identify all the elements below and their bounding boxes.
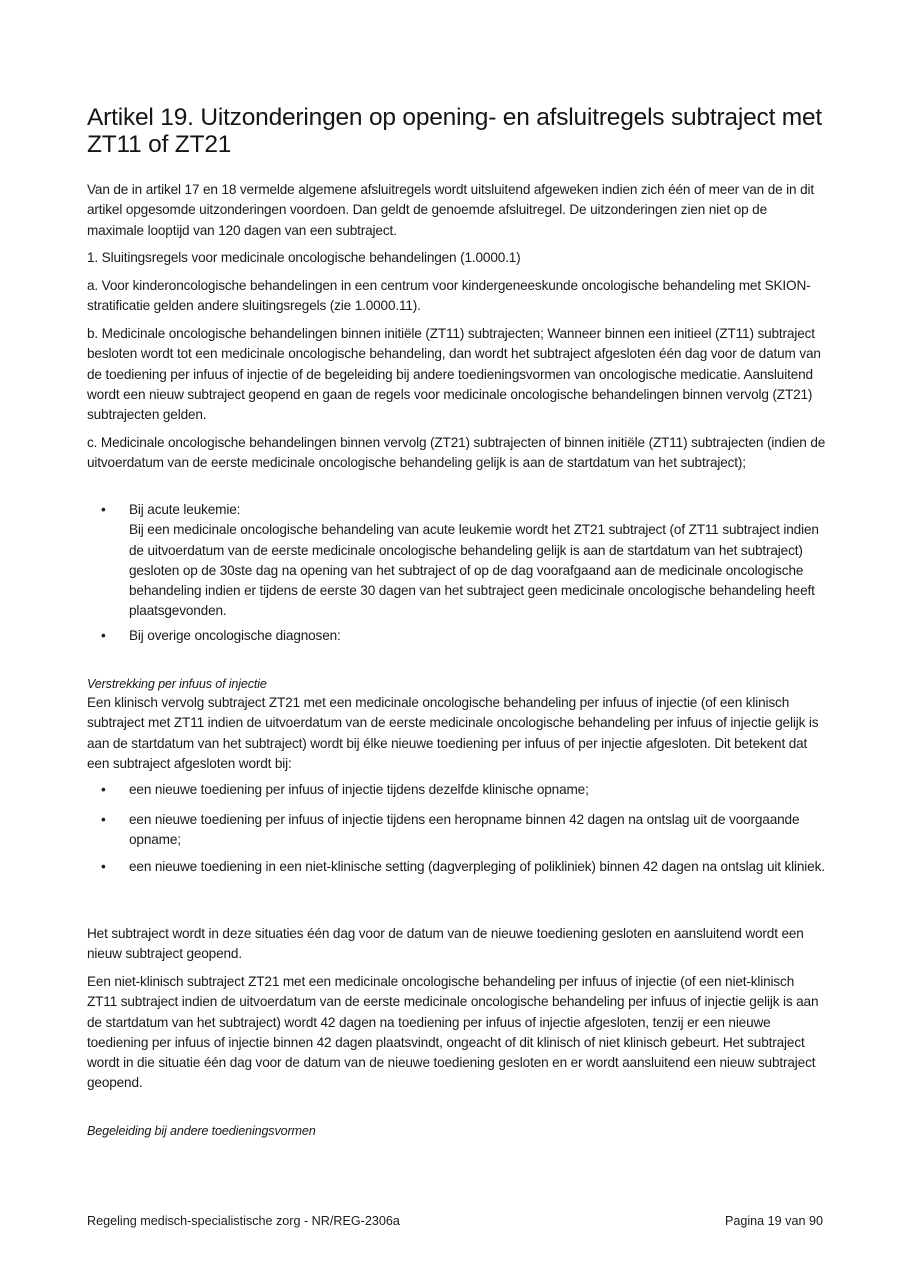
item-a-paragraph: a. Voor kinderoncologische behandelingen in een centrum voor kindergeneeskunde oncologische behandeling met SKION-stratificatie gelden andere sluitingsregels (zie 1.0000.11). [87, 278, 811, 314]
bullet-title: Bij overige oncologische diagnosen: [129, 628, 341, 643]
footer-document-title: Regeling medisch-specialistische zorg - NR/REG-2306a [87, 1214, 400, 1228]
subheading-begeleiding: Begeleiding bij andere toedieningsvormen [87, 1124, 316, 1138]
bullet-icon: • [101, 628, 106, 643]
article-heading: Artikel 19. Uitzonderingen op opening- en afsluitregels subtraject met ZT11 of ZT21 [87, 104, 823, 158]
closing-paragraph-1: Het subtraject wordt in deze situaties één dag voor de datum van de nieuwe toediening gesloten en aansluitend wordt een nieuw subtraject geopend. [87, 926, 804, 962]
section-1-heading: 1. Sluitingsregels voor medicinale oncologische behandelingen (1.0000.1) [87, 250, 521, 265]
item-c-paragraph: c. Medicinale oncologische behandelingen binnen vervolg (ZT21) subtrajecten of binnen initiële (ZT11) subtrajecten (indien de uitvoerdatum van de eerste medicinale oncologische behandeling gelijk is aan de startdatum van het subtraject); [87, 435, 826, 471]
bullet-text: Bij een medicinale oncologische behandeling van acute leukemie wordt het ZT21 subtraject (of ZT11 subtraject indien de uitvoerdatum van de eerste medicinale oncologische behandeling gelijk is aan de startdatum van het subtraject) gesloten op de 30ste dag na opening van het subtraject of op de dag voorafgaand aan de medicinale oncologische behandeling indien er tijdens de eerste 30 dagen van het subtraject geen medicinale oncologische behandeling heeft plaatsgevonden. [129, 522, 819, 619]
bullet-acute-leukemie [101, 500, 821, 625]
subheading-infuus: Verstrekking per infuus of injectie [87, 677, 267, 691]
infuus-paragraph: Een klinisch vervolg subtraject ZT21 met een medicinale oncologische behandeling per infuus of injectie (of een klinisch subtraject met ZT11 indien de uitvoerdatum van de eerste medicinale oncologische behandeling per infuus of injectie gelijk is aan de startdatum van het subtraject) wordt bij élke nieuwe toediening per infuus of per injectie afgesloten. Dit betekent dat een subtraject afgesloten wordt bij: [87, 695, 819, 771]
intro-paragraph: Van de in artikel 17 en 18 vermelde algemene afsluitregels wordt uitsluitend afgeweken indien zich één of meer van de in dit artikel opgesomde uitzonderingen voordoen. Dan geldt de genoemde afsluitregel. De uitzonderingen zien niet op de maximale looptijd van 120 dagen van een subtraject. [87, 182, 814, 238]
bullet-icon: • [101, 812, 106, 827]
bullet-text: een nieuwe toediening per infuus of injectie tijdens dezelfde klinische opname; [129, 782, 589, 797]
bullet-icon: • [101, 782, 106, 797]
closing-paragraph-2: Een niet-klinisch subtraject ZT21 met een medicinale oncologische behandeling per infuus of injectie (of een niet-klinisch ZT11 subtraject indien de uitvoerdatum van de eerste medicinale oncologische behandeling per infuus of injectie gelijk is aan de startdatum van het subtraject) wordt 42 dagen na toediening per infuus of injectie afgesloten, tenzij er een nieuwe toediening per infuus of injectie binnen 42 dagen plaatsvindt, ongeacht of dit klinisch of niet klinisch gebeurt. Het subtraject wordt in die situatie één dag voor de datum van de nieuwe toediening gesloten en er wordt aansluitend een nieuw subtraject geopend. [87, 974, 819, 1091]
bullet-text: een nieuwe toediening in een niet-klinische setting (dagverpleging of polikliniek) binnen 42 dagen na ontslag uit kliniek. [129, 859, 825, 874]
bullet-title: Bij acute leukemie: [129, 502, 241, 517]
bullet-icon: • [101, 502, 106, 517]
bullet-icon: • [101, 859, 106, 874]
item-b-paragraph: b. Medicinale oncologische behandelingen binnen initiële (ZT11) subtrajecten; Wanneer binnen een initieel (ZT11) subtraject besloten wordt tot een medicinale oncologische behandeling, dan wordt het subtraject afgesloten één dag voor de datum van de toediening per infuus of injectie of de begeleiding bij andere toedieningsvormen van oncologische medicatie. Aansluitend wordt een nieuw subtraject geopend en gaan de regels voor medicinale oncologische behandelingen binnen vervolg (ZT21) subtrajecten gelden. [87, 326, 821, 423]
footer-page-number: Pagina 19 van 90 [724, 1214, 823, 1228]
bullet-text: een nieuwe toediening per infuus of injectie tijdens een heropname binnen 42 dagen na ontslag uit de voorgaande opname; [129, 812, 800, 848]
